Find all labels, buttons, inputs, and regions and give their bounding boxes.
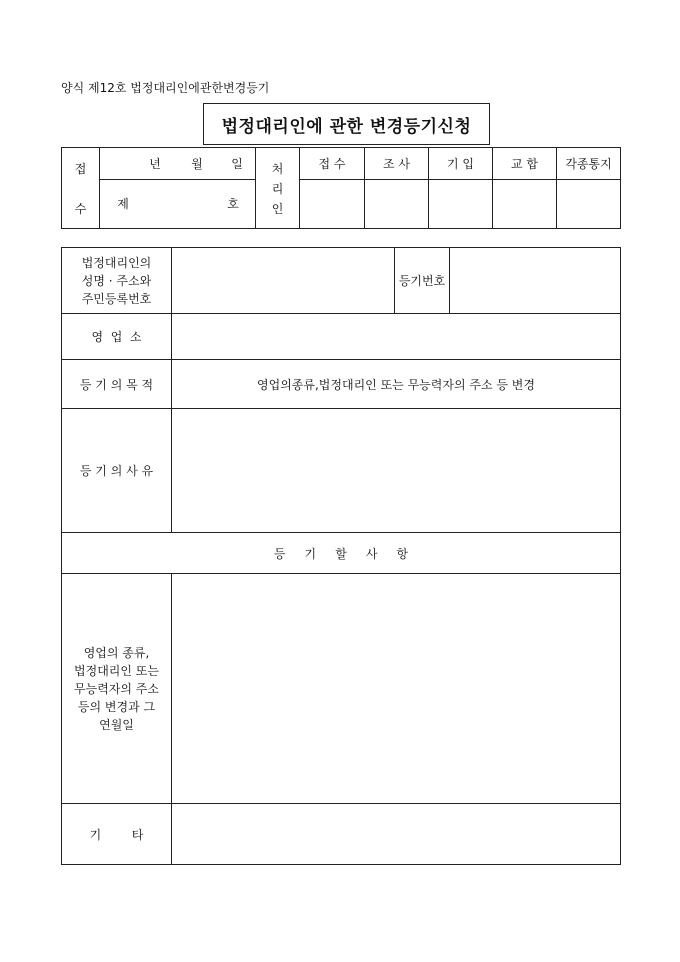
other-label: 기 타: [89, 827, 144, 842]
notifications-input-cell[interactable]: [557, 180, 620, 228]
col-josa: 조 사: [383, 157, 410, 171]
giip-input-cell[interactable]: [429, 180, 492, 228]
josa-input-cell[interactable]: [365, 180, 428, 228]
applicant-label: [62, 248, 171, 313]
matters-label-line-2: 법정대리인 또는: [74, 663, 159, 678]
gyohap-input-cell[interactable]: [493, 180, 556, 228]
matters-header: 등 기 할 사 항: [273, 546, 409, 561]
purpose-value: 영업의종류,법정대리인 또는 무능력자의 주소 등 변경: [257, 377, 535, 392]
cheori-char-2: 리: [271, 181, 284, 196]
receipt-month-label: 월: [191, 157, 203, 171]
receipt-year-label: 년: [149, 157, 161, 171]
matters-label-line-1: 영업의 종류,: [83, 645, 150, 660]
form-caption: 양식 제12호 법정대리인에관한변경등기: [61, 81, 270, 95]
reg-number-input[interactable]: [450, 248, 620, 313]
col-jeopsu: 접 수: [318, 157, 346, 171]
purpose-label: 등 기 의 목 적: [79, 377, 154, 392]
office-input[interactable]: [172, 314, 620, 359]
matters-label-line-5: 연월일: [99, 717, 134, 732]
receipt-jeop-label: 접: [74, 161, 87, 176]
reason-input[interactable]: [172, 409, 620, 532]
matters-label-line-3: 무능력자의 주소: [74, 681, 159, 696]
applicant-label-line-3: 주민등록번호: [81, 291, 152, 306]
jeopsu-input-cell[interactable]: [300, 180, 364, 228]
receipt-je-label: 제: [117, 196, 129, 211]
applicant-input[interactable]: [172, 248, 394, 313]
receipt-ho-label: 호: [227, 196, 239, 211]
receipt-su-label: 수: [74, 201, 87, 216]
col-gyohap: 교 합: [511, 157, 538, 171]
form-title: 법정대리인에 관한 변경등기신청: [203, 103, 490, 145]
matters-label: [62, 574, 171, 803]
receipt-day-label: 일: [231, 157, 243, 171]
matters-label-line-4: 등의 변경과 그: [77, 699, 156, 714]
applicant-label-line-1: 법정대리인의: [81, 255, 152, 270]
applicant-label-line-2: 성명 · 주소와: [81, 273, 152, 288]
col-giip: 기 입: [447, 157, 474, 171]
other-input[interactable]: [172, 804, 620, 864]
cheori-char-1: 처: [271, 161, 284, 176]
reason-label: 등 기 의 사 유: [79, 464, 154, 478]
col-notifications: 각종통지: [565, 157, 612, 171]
reg-number-label: 등기번호: [398, 274, 446, 288]
office-label: 영 업 소: [91, 330, 142, 344]
cheori-char-3: 인: [271, 201, 284, 216]
matters-input[interactable]: [172, 574, 620, 803]
